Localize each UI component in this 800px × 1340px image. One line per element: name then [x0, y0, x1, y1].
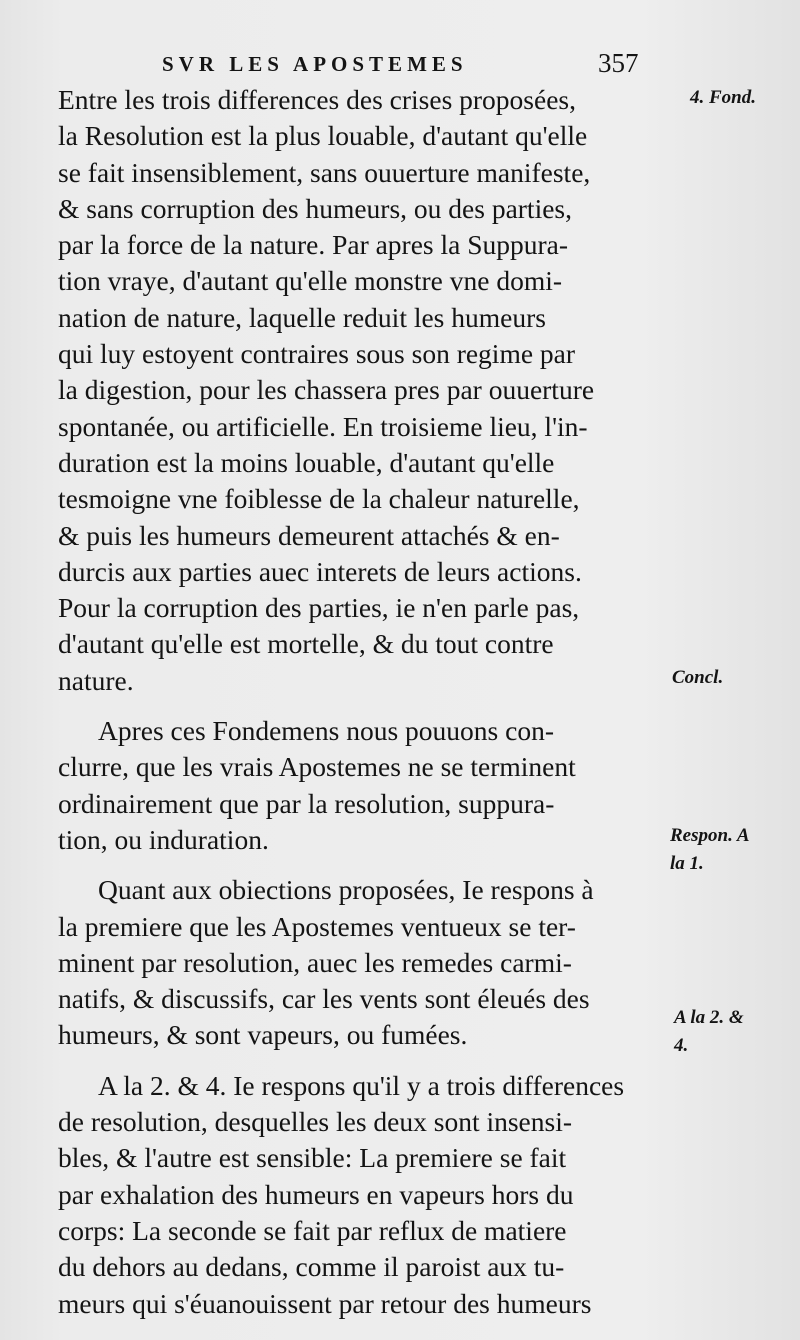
text-line: humeurs, & sont vapeurs, ou fumées.	[58, 1019, 468, 1051]
text-line: spontanée, ou artificielle. En troisieme lieu, l'in-	[58, 410, 588, 442]
text-line: Quant aux obiections proposées, Ie respons à	[98, 874, 594, 906]
text-line: Entre les trois differences des crises proposées,	[58, 84, 577, 115]
text-line: d'autant qu'elle est mortelle, & du tout contre	[58, 628, 554, 660]
paragraph-1	[58, 82, 678, 699]
body-text	[58, 82, 678, 1322]
text-line: nation de nature, laquelle reduit les humeurs	[58, 301, 546, 333]
margin-note-response-1: Respon. A la 1.	[670, 825, 749, 874]
text-line: durcis aux parties auec interets de leurs actions.	[58, 555, 582, 587]
text-line: qui luy estoyent contraires sous son regime par	[58, 338, 576, 370]
text-line: natifs, & discussifs, car les vents sont éleués des	[58, 983, 590, 1015]
page-number: 357	[598, 48, 639, 78]
text-line: tesmoigne vne foiblesse de la chaleur naturelle,	[58, 483, 580, 515]
text-line: clurre, que les vrais Apostemes ne se terminent	[58, 751, 576, 783]
text-line: tion vraye, d'autant qu'elle monstre vne domi-	[58, 265, 563, 297]
text-line: meurs qui s'éuanouissent par retour des humeurs	[58, 1287, 592, 1319]
text-line: Pour la corruption des parties, ie n'en parle pas,	[58, 592, 580, 624]
text-line: bles, & l'autre est sensible: La premiere se fait	[58, 1142, 567, 1174]
text-line: se fait insensiblement, sans ouuerture manifeste,	[58, 156, 591, 188]
text-line: tion, ou induration.	[58, 823, 269, 855]
margin-note-conclusion: Concl.	[672, 667, 724, 688]
text-line: ordinairement que par la resolution, suppura-	[58, 787, 555, 819]
margin-note-response-2-4: A la 2. & 4.	[674, 1007, 744, 1056]
paragraph-3	[58, 872, 678, 1053]
text-line: & sans corruption des humeurs, ou des parties,	[58, 192, 573, 224]
text-line: nature.	[58, 664, 134, 696]
text-line: duration est la moins louable, d'autant qu'elle	[58, 446, 555, 478]
text-line: par exhalation des humeurs en vapeurs hors du	[58, 1178, 574, 1210]
text-line: & puis les humeurs demeurent attachés & en-	[58, 519, 560, 551]
text-line: de resolution, desquelles les deux sont insensi-	[58, 1106, 573, 1138]
paragraph-4	[58, 1068, 678, 1322]
text-line: corps: La seconde se fait par reflux de matiere	[58, 1214, 567, 1246]
text-line: par la force de la nature. Par apres la Suppura-	[58, 229, 569, 261]
margin-note-fondement: 4. Fond.	[690, 87, 756, 108]
text-line: la digestion, pour les chassera pres par ouuerture	[58, 374, 595, 406]
text-line: la Resolution est la plus louable, d'autant qu'elle	[58, 120, 588, 152]
running-head	[0, 48, 800, 82]
running-title: SVR LES APOSTEMES	[162, 52, 468, 76]
text-line: du dehors au dedans, comme il paroist aux tu-	[58, 1251, 565, 1283]
text-line: minent par resolution, auec les remedes carmi-	[58, 946, 572, 978]
paragraph-2	[58, 713, 678, 858]
text-line: la premiere que les Apostemes ventueux se ter-	[58, 910, 576, 942]
text-line: Apres ces Fondemens nous pouuons con-	[98, 715, 554, 747]
text-line: A la 2. & 4. Ie respons qu'il y a trois differences	[98, 1069, 625, 1101]
